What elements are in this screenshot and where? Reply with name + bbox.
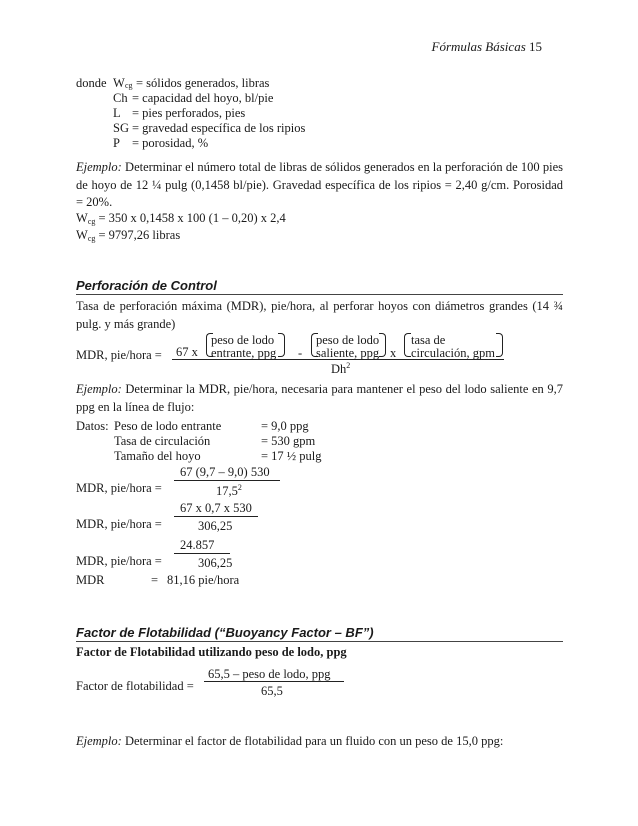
step-numerator: 67 (9,7 – 9,0) 530 (180, 465, 270, 479)
calc-2-text: = 9797,26 libras (95, 228, 181, 242)
term-2-line-a: peso de lodo (316, 333, 380, 347)
example-2-paragraph (76, 381, 563, 416)
buoyancy-lhs: Factor de flotabilidad = (76, 679, 194, 693)
example-3-paragraph (76, 733, 563, 751)
section-title-buoyancy: Factor de Flotabilidad (“Buoyancy Factor – BF”) (76, 625, 563, 642)
page-header (432, 40, 543, 53)
example-1-calc-2 (76, 229, 180, 243)
mdr-lhs: MDR, pie/hora = (76, 348, 162, 362)
where-definition: = capacidad del hoyo, bl/pie (132, 91, 274, 105)
data-label: Tasa de circulación (114, 434, 211, 448)
example-1-calc-1 (76, 212, 286, 226)
denominator-exponent: 2 (346, 361, 351, 370)
mdr-denominator (331, 362, 350, 376)
header-title: Fórmulas Básicas (431, 39, 526, 54)
calc-1-text: = 350 x 0,1458 x 100 (1 – 0,20) x 2,4 (95, 211, 286, 225)
bracket-right-3 (496, 333, 503, 357)
where-definition: = pies perforados, pies (132, 106, 246, 120)
mdr-coef: 67 x (176, 345, 198, 359)
buoyancy-denominator: 65,5 (261, 684, 283, 698)
buoyancy-fraction-bar (204, 681, 344, 682)
example-3-text: Determinar el factor de flotabilidad para un fluido con un peso de 15,0 ppg: (121, 734, 504, 748)
step-numerator: 67 x 0,7 x 530 (180, 501, 252, 515)
buoyancy-subtitle: Factor de Flotabilidad utilizando peso de lodo, ppg (76, 645, 347, 659)
step-lhs: MDR, pie/hora = (76, 517, 162, 531)
step-denominator-text: 306,25 (198, 556, 233, 570)
mdr-fraction-bar (172, 359, 504, 360)
mdr-minus: - (298, 346, 303, 360)
bracket-right-1 (278, 333, 285, 357)
step-denominator (216, 484, 242, 498)
example-1-label: Ejemplo: (76, 160, 122, 174)
where-lead: donde (76, 76, 107, 90)
where-definition: = porosidad, % (132, 136, 209, 150)
data-value: = 9,0 ppg (261, 419, 309, 433)
example-2-label: Ejemplo: (76, 382, 122, 396)
step-denominator-text: 306,25 (198, 519, 233, 533)
data-value: = 17 ½ pulg (261, 449, 322, 463)
term-1-line-b: entrante, ppg (211, 346, 277, 360)
term-1-line-a: peso de lodo (211, 333, 275, 347)
where-definition: = sólidos generados, libras (136, 76, 270, 90)
data-lead: Datos: (76, 419, 109, 433)
step-fraction-bar (174, 553, 230, 554)
step-denominator (198, 557, 232, 570)
step-denominator (198, 520, 232, 533)
step-numerator: 24.857 (180, 538, 215, 552)
where-symbol: SG (113, 121, 129, 135)
page-number: 15 (529, 39, 542, 54)
step-fraction-bar (174, 516, 258, 517)
term-3-line-a: tasa de (411, 333, 446, 347)
example-3-label: Ejemplo: (76, 734, 122, 748)
data-label: Peso de lodo entrante (114, 419, 222, 433)
where-symbol: L (113, 106, 121, 120)
data-label: Tamaño del hoyo (114, 449, 201, 463)
bracket-right-2 (379, 333, 386, 357)
example-1-paragraph (76, 159, 563, 212)
mdr-result-eq: = (151, 573, 159, 587)
calc-2-symbol: W (76, 228, 88, 242)
where-definition: = gravedad específica de los ripios (132, 121, 306, 135)
data-value: = 530 gpm (261, 434, 316, 448)
step-denominator-text: 17,5 (216, 484, 238, 498)
denominator-text: Dh (331, 362, 347, 376)
where-symbol: W (113, 76, 125, 90)
bracket-left-3 (404, 333, 411, 357)
calc-2-subscript: cg (87, 234, 96, 243)
calc-1-subscript: cg (87, 217, 96, 226)
step-lhs: MDR, pie/hora = (76, 554, 162, 568)
where-symbol: P (113, 136, 120, 150)
example-1-text: Determinar el número total de libras de sólidos generados en la perforación de 100 pies de hoyo de 12 ¼ pulg (0,1458 bl/pie). Gravedad específica de los ripios = 2,40 g/cm. Porosidad = 20%. (76, 160, 563, 209)
step-lhs: MDR, pie/hora = (76, 481, 162, 495)
example-2-text: Determinar la MDR, pie/hora, necesaria para mantener el peso del lodo saliente en 9,7 ppg en la línea de flujo: (76, 382, 563, 414)
mdr-result-lhs: MDR (76, 573, 105, 587)
control-intro: Tasa de perforación máxima (MDR), pie/hora, al perforar hoyos con diámetros grandes (14 ¾ pulg. y más grande) (76, 299, 563, 331)
mdr-times: x (390, 346, 397, 360)
term-3-line-b: circulación, gpm (411, 346, 495, 360)
step-denominator-exponent: 2 (237, 483, 242, 492)
section-title-control: Perforación de Control (76, 278, 563, 295)
mdr-result-value: 81,16 pie/hora (167, 573, 240, 587)
step-fraction-bar (174, 480, 280, 481)
term-2-line-b: saliente, ppg (316, 346, 380, 360)
where-subscript: cg (125, 81, 133, 90)
calc-1-symbol: W (76, 211, 88, 225)
where-symbol: Ch (113, 91, 128, 105)
buoyancy-numerator: 65,5 – peso de lodo, ppg (208, 667, 331, 681)
